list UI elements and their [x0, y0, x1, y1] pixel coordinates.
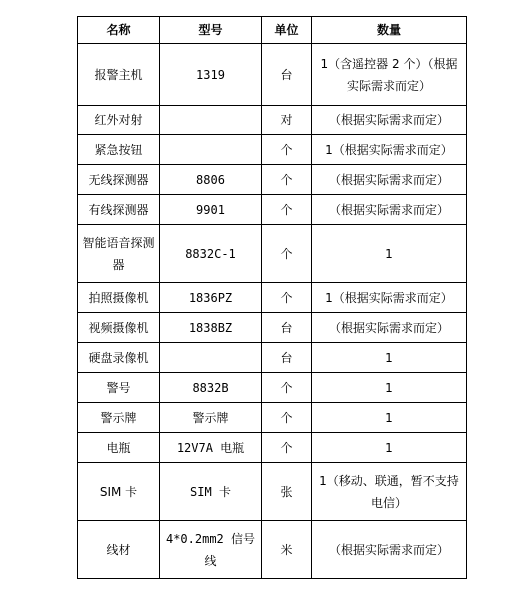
cell-model	[160, 106, 262, 135]
cell-quantity: （根据实际需求而定）	[312, 521, 467, 579]
header-model: 型号	[160, 17, 262, 44]
cell-quantity: 1（含遥控器 2 个）（根据实际需求而定）	[312, 44, 467, 106]
cell-quantity: 1	[312, 343, 467, 373]
cell-name: 警号	[78, 373, 160, 403]
table-row	[78, 463, 467, 521]
cell-quantity: （根据实际需求而定）	[312, 195, 467, 225]
header-name: 名称	[78, 17, 160, 44]
cell-model: 8832B	[160, 373, 262, 403]
cell-unit: 个	[262, 195, 312, 225]
equipment-table	[77, 16, 467, 579]
table-header-row	[78, 17, 467, 44]
cell-quantity: 1	[312, 433, 467, 463]
cell-name: 有线探测器	[78, 195, 160, 225]
cell-unit: 个	[262, 433, 312, 463]
cell-unit: 个	[262, 373, 312, 403]
cell-name: 拍照摄像机	[78, 283, 160, 313]
table-row	[78, 195, 467, 225]
cell-name: 硬盘录像机	[78, 343, 160, 373]
cell-unit: 个	[262, 403, 312, 433]
cell-unit: 台	[262, 343, 312, 373]
cell-unit: 个	[262, 165, 312, 195]
cell-model: 1838BZ	[160, 313, 262, 343]
cell-name: 红外对射	[78, 106, 160, 135]
cell-name: 智能语音探测器	[78, 225, 160, 283]
cell-model: 8832C-1	[160, 225, 262, 283]
cell-model: 8806	[160, 165, 262, 195]
cell-quantity: 1（根据实际需求而定）	[312, 135, 467, 165]
table-row	[78, 135, 467, 165]
table-body	[78, 44, 467, 579]
cell-unit: 张	[262, 463, 312, 521]
table-row	[78, 373, 467, 403]
cell-quantity: 1（移动、联通，暂不支持电信）	[312, 463, 467, 521]
cell-name: 电瓶	[78, 433, 160, 463]
cell-quantity: （根据实际需求而定）	[312, 165, 467, 195]
cell-unit: 台	[262, 313, 312, 343]
table-row	[78, 106, 467, 135]
table-row	[78, 521, 467, 579]
header-unit: 单位	[262, 17, 312, 44]
cell-quantity: （根据实际需求而定）	[312, 313, 467, 343]
cell-name: 无线探测器	[78, 165, 160, 195]
cell-quantity: 1	[312, 403, 467, 433]
cell-unit: 个	[262, 135, 312, 165]
cell-model: 4*0.2mm2 信号线	[160, 521, 262, 579]
table-row	[78, 165, 467, 195]
cell-unit: 个	[262, 283, 312, 313]
cell-name: SIM 卡	[78, 463, 160, 521]
table-row	[78, 313, 467, 343]
table-row	[78, 343, 467, 373]
table-row	[78, 44, 467, 106]
table-row	[78, 403, 467, 433]
cell-model: 12V7A 电瓶	[160, 433, 262, 463]
cell-model: SIM 卡	[160, 463, 262, 521]
cell-model: 1836PZ	[160, 283, 262, 313]
cell-model: 1319	[160, 44, 262, 106]
cell-unit: 米	[262, 521, 312, 579]
cell-name: 报警主机	[78, 44, 160, 106]
table-row	[78, 433, 467, 463]
cell-quantity: （根据实际需求而定）	[312, 106, 467, 135]
cell-model	[160, 343, 262, 373]
table-row	[78, 283, 467, 313]
cell-unit: 对	[262, 106, 312, 135]
cell-quantity: 1	[312, 373, 467, 403]
cell-quantity: 1	[312, 225, 467, 283]
header-quantity: 数量	[312, 17, 467, 44]
cell-unit: 台	[262, 44, 312, 106]
table-row	[78, 225, 467, 283]
cell-model: 9901	[160, 195, 262, 225]
cell-model	[160, 135, 262, 165]
cell-model: 警示牌	[160, 403, 262, 433]
cell-unit: 个	[262, 225, 312, 283]
cell-name: 线材	[78, 521, 160, 579]
cell-name: 紧急按钮	[78, 135, 160, 165]
cell-quantity: 1（根据实际需求而定）	[312, 283, 467, 313]
cell-name: 视频摄像机	[78, 313, 160, 343]
cell-name: 警示牌	[78, 403, 160, 433]
